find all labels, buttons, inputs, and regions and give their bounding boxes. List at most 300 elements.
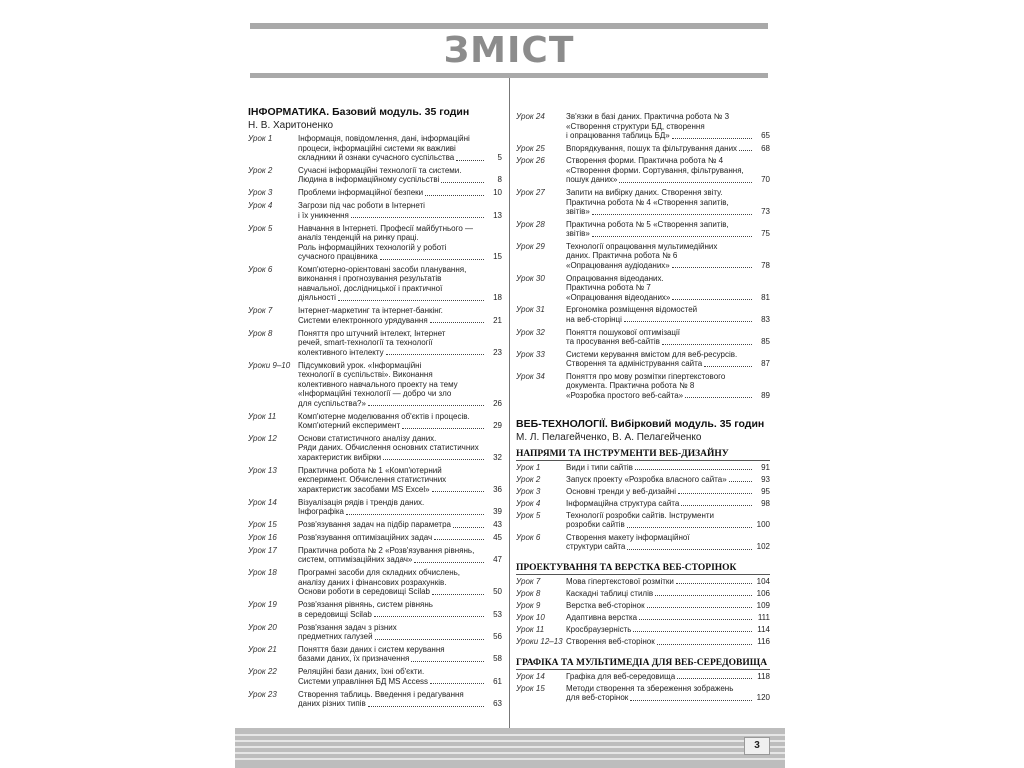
toc-entry-body	[566, 242, 770, 271]
toc-entry-label: Урок 6	[516, 532, 541, 542]
dot-leader	[383, 459, 484, 460]
toc-entry-text: Реляційні бази даних, їхні об'єкти.	[298, 667, 425, 677]
toc-entry-label: Урок 8	[516, 588, 541, 598]
toc-entry	[516, 499, 770, 509]
dot-leader	[672, 138, 752, 139]
subsection-list	[516, 577, 770, 647]
toc-entry-text: Основи роботи в середовищі Scilab	[298, 587, 430, 597]
dot-leader	[386, 354, 484, 355]
toc-entry-line	[298, 587, 502, 597]
footer-stripe	[235, 752, 785, 754]
toc-entry-line	[298, 610, 502, 620]
toc-entry-text: «Розробка простого веб-сайта»	[566, 390, 684, 400]
toc-entry-line	[566, 207, 770, 217]
dot-leader	[729, 481, 752, 482]
toc-entry-line	[566, 475, 770, 485]
toc-entry-body	[566, 350, 770, 369]
toc-entry-page: 36	[493, 484, 502, 494]
toc-entry-page: 114	[757, 624, 770, 634]
toc-entry-page: 83	[761, 314, 770, 324]
toc-entry	[516, 188, 770, 217]
toc-entry-label: Урок 3	[516, 486, 541, 496]
toc-entry-line	[298, 144, 502, 154]
toc-entry	[516, 463, 770, 473]
toc-entry-line	[298, 453, 502, 463]
toc-entry-line	[566, 274, 770, 284]
toc-entry-label: Урок 15	[248, 520, 277, 530]
dot-leader	[368, 405, 484, 406]
toc-entry-label: Урок 6	[248, 264, 273, 274]
toc-entry-page: 98	[761, 498, 770, 508]
toc-entry-label: Урок 7	[248, 306, 273, 316]
toc-entry-page: 75	[761, 229, 770, 239]
toc-entry-line	[566, 112, 770, 122]
toc-entry-body	[566, 475, 770, 485]
dot-leader	[677, 678, 752, 679]
toc-entry-line	[298, 329, 502, 339]
subsection-heading: ПРОЕКТУВАННЯ ТА ВЕРСТКА ВЕБ-СТОРІНОК	[516, 562, 770, 575]
toc-entry-label: Урок 14	[248, 497, 277, 507]
toc-entry-label: Урок 28	[516, 219, 545, 229]
toc-entry-body	[566, 156, 770, 185]
toc-entry-line	[566, 542, 770, 552]
dot-leader	[432, 491, 484, 492]
page-number: 3	[744, 737, 770, 755]
toc-entry-body	[566, 220, 770, 239]
dot-leader	[619, 182, 752, 183]
dot-leader	[627, 527, 752, 528]
toc-entry	[516, 625, 770, 635]
toc-entry-label: Урок 27	[516, 188, 545, 198]
toc-entry-line	[298, 475, 502, 485]
toc-entry-body	[566, 577, 770, 587]
toc-entry-line	[298, 389, 502, 399]
toc-entry-text: Ергономіка розміщення відомостей	[566, 305, 698, 315]
toc-entry-text: Системи управління БД MS Access	[298, 676, 429, 686]
toc-entry-page: 13	[493, 210, 502, 220]
toc-entry-text: Кросбраузерність	[566, 624, 632, 634]
toc-entry-text: Запити на вибірку даних. Створення звіту.	[566, 188, 723, 198]
toc-entry-label: Урок 18	[248, 568, 277, 578]
toc-entry-line	[298, 134, 502, 144]
toc-entry-text: Мова гіпертекстової розмітки	[566, 576, 674, 586]
dot-leader	[430, 683, 484, 684]
dot-leader	[375, 639, 484, 640]
footer-stripe	[235, 746, 785, 748]
toc-entry-page: 89	[761, 390, 770, 400]
toc-entry-line	[298, 654, 502, 664]
toc-entry-line	[566, 350, 770, 360]
toc-entry-text: Практична робота № 4 «Створення запитів,	[566, 197, 729, 207]
dot-leader	[414, 562, 484, 563]
toc-entry	[516, 350, 770, 369]
dot-leader	[678, 493, 752, 494]
toc-entry-label: Уроки 12–13	[516, 637, 563, 646]
toc-entry-line	[298, 443, 502, 453]
toc-entry-page: 29	[493, 421, 502, 431]
toc-entry-text: структури сайта	[566, 542, 626, 552]
toc-entry-line	[298, 370, 502, 380]
toc-entry-text: Системи керування вмістом для веб-ресурсів.	[566, 349, 738, 359]
toc-entry-body	[298, 188, 502, 198]
toc-entry	[248, 520, 502, 530]
toc-entry-text: Розв'язування оптимізаційних задач	[298, 532, 433, 542]
section-authors-informatics: Н. В. Харитоненко	[248, 120, 334, 131]
toc-entry-line	[566, 175, 770, 185]
toc-entry	[516, 613, 770, 623]
toc-entry-text: колективного інтелекту	[298, 347, 384, 357]
toc-entry-body	[566, 601, 770, 611]
toc-entry-page: 8	[497, 175, 502, 185]
toc-entry-text: Візуалізація рядів і трендів даних.	[298, 497, 425, 507]
toc-entry-text: Поняття про штучний інтелект, Інтернет	[298, 328, 446, 338]
toc-entry-body	[566, 305, 770, 324]
toc-entry	[516, 144, 770, 154]
toc-entry-label: Урок 20	[248, 622, 277, 632]
toc-entry-line	[566, 198, 770, 208]
toc-entry	[248, 546, 502, 565]
toc-entry-line	[566, 693, 770, 703]
toc-entry-page: 91	[761, 462, 770, 472]
footer-stripe	[235, 734, 785, 736]
toc-entry-line	[298, 555, 502, 565]
toc-entry-text: для суспільства?»	[298, 398, 366, 408]
toc-entry-body	[566, 533, 770, 552]
toc-entry-body	[298, 134, 502, 163]
dot-leader	[657, 644, 752, 645]
toc-entry-line	[566, 391, 770, 401]
toc-entry-body	[566, 188, 770, 217]
toc-entry-line	[298, 412, 502, 422]
dot-leader	[432, 594, 484, 595]
toc-entry	[248, 600, 502, 619]
toc-entry-line	[298, 485, 502, 495]
toc-entry-label: Урок 13	[248, 465, 277, 475]
toc-entry-text: аналізу даних і фінансових розрахунків.	[298, 577, 447, 587]
dot-leader	[351, 217, 484, 218]
toc-entry-page: 26	[493, 398, 502, 408]
toc-entry-body	[298, 306, 502, 325]
dot-leader	[672, 299, 752, 300]
toc-entry	[248, 265, 502, 303]
toc-entry-body	[566, 487, 770, 497]
toc-entry-page: 87	[761, 359, 770, 369]
toc-entry	[516, 156, 770, 185]
toc-entry-text: Підсумковий урок. «Інформаційні	[298, 360, 422, 370]
toc-entry-line	[298, 274, 502, 284]
toc-entry-label: Урок 22	[248, 667, 277, 677]
section-title-web: ВЕБ-ТЕХНОЛОГІЇ. Вибірковий модуль. 35 годин	[516, 417, 765, 430]
toc-entry-page: 78	[761, 260, 770, 270]
toc-entry-line	[566, 359, 770, 369]
toc-entry-line	[298, 224, 502, 234]
toc-entry-body	[298, 201, 502, 220]
toc-entry-label: Урок 10	[516, 612, 545, 622]
toc-entry-label: Урок 31	[516, 305, 545, 315]
toc-entry-body	[566, 144, 770, 154]
toc-entry-label: Урок 2	[248, 165, 273, 175]
toc-entry-line	[298, 306, 502, 316]
toc-entry-text: експеримент. Обчислення статистичних	[298, 475, 447, 485]
dot-leader	[635, 469, 752, 470]
subsection-list	[516, 463, 770, 552]
toc-entry-label: Урок 21	[248, 644, 277, 654]
toc-entry-text: Інформація, повідомлення, дані, інформаційні	[298, 134, 470, 143]
toc-entry-line	[298, 166, 502, 176]
dot-leader	[681, 505, 752, 506]
toc-entry-label: Урок 32	[516, 327, 545, 337]
toc-entry	[248, 533, 502, 543]
toc-entry-label: Урок 33	[516, 349, 545, 359]
toc-entry-line	[566, 131, 770, 141]
toc-entry-text: Інтернет-маркетинг та інтернет-банкінг.	[298, 306, 443, 316]
toc-entry-body	[566, 589, 770, 599]
toc-entry-line	[566, 372, 770, 382]
dot-leader	[380, 259, 484, 260]
toc-entry-body	[566, 625, 770, 635]
toc-entry-page: 53	[493, 609, 502, 619]
toc-entry-body	[566, 274, 770, 303]
toc-entry-text: Технології опрацювання мультимедійних	[566, 241, 718, 251]
toc-entry-text: Створення та адміністрування сайта	[566, 359, 703, 369]
toc-entry-label: Урок 5	[248, 223, 273, 233]
toc-entry-text: Опрацювання відеоданих.	[566, 273, 664, 283]
toc-entry-body	[298, 520, 502, 530]
dot-leader	[662, 344, 752, 345]
toc-entry-line	[566, 251, 770, 261]
toc-entry	[516, 305, 770, 324]
toc-entry-line	[566, 293, 770, 303]
toc-entry-body	[298, 412, 502, 431]
toc-entry-text: колективного навчального проекту на тему	[298, 379, 458, 389]
toc-entry-line	[298, 699, 502, 709]
dot-leader	[624, 321, 752, 322]
toc-entry	[248, 329, 502, 358]
toc-entry-line	[566, 261, 770, 271]
toc-entry-line	[566, 533, 770, 543]
toc-entry-body	[298, 224, 502, 262]
toc-entry-line	[566, 463, 770, 473]
toc-entry-label: Урок 26	[516, 156, 545, 166]
toc-entry-text: предметних галузей	[298, 632, 373, 642]
toc-entry-body	[566, 613, 770, 623]
toc-entry-text: Практична робота № 5 «Створення запитів,	[566, 219, 729, 229]
toc-entry-line	[566, 577, 770, 587]
toc-entry-text: Розв'язування задач на підбір параметра	[298, 520, 451, 530]
toc-entry	[248, 645, 502, 664]
toc-entry-text: Створення веб-сторінок	[566, 637, 655, 646]
toc-entry-line	[298, 623, 502, 633]
toc-entry	[248, 434, 502, 463]
toc-entry-text: Практична робота № 7	[566, 283, 651, 293]
toc-entry	[516, 274, 770, 303]
toc-entry-line	[298, 677, 502, 687]
toc-entry-page: 81	[761, 292, 770, 302]
toc-entry-text: «Створення форми. Сортування, фільтрування,	[566, 165, 744, 175]
toc-entry-line	[298, 645, 502, 655]
toc-entry-label: Урок 9	[516, 600, 541, 610]
toc-entry	[516, 220, 770, 239]
toc-entry-line	[566, 305, 770, 315]
toc-entry-line	[298, 188, 502, 198]
toc-entry-line	[298, 466, 502, 476]
toc-entry	[516, 511, 770, 530]
toc-entry-text: систем, оптимізаційних задач»	[298, 555, 413, 565]
toc-entry-page: 116	[757, 637, 770, 646]
toc-entry-page: 111	[757, 612, 770, 622]
toc-entry	[248, 498, 502, 517]
toc-entry-line	[298, 265, 502, 275]
subsection-list	[516, 672, 770, 703]
toc-entry-line	[298, 690, 502, 700]
toc-entry-line	[298, 578, 502, 588]
toc-entry-text: для веб-сторінок	[566, 693, 629, 703]
toc-entry-line	[298, 520, 502, 530]
toc-entry-label: Уроки 9–10	[248, 360, 291, 370]
page-title: ЗМІСТ	[443, 30, 575, 71]
toc-entry-line	[566, 337, 770, 347]
toc-entry-text: Комп'ютерно-орієнтовані засоби планування,	[298, 264, 467, 274]
toc-entry-line	[298, 233, 502, 243]
toc-entry	[248, 667, 502, 686]
toc-entry-body	[566, 372, 770, 401]
toc-entry-text: діяльності	[298, 293, 336, 303]
toc-entry-body	[566, 463, 770, 473]
toc-entry-text: звітів»	[566, 229, 590, 239]
left-column	[248, 106, 502, 712]
dot-leader	[430, 322, 484, 323]
toc-entry-page: 32	[493, 452, 502, 462]
dot-leader	[368, 706, 484, 707]
toc-entry-page: 61	[493, 676, 502, 686]
toc-list-informatics-cont	[516, 112, 770, 400]
toc-entry-body	[298, 645, 502, 664]
toc-entry-body	[298, 329, 502, 358]
toc-entry-line	[566, 684, 770, 694]
toc-entry-label: Урок 4	[248, 201, 273, 211]
toc-entry-text: «Опрацювання аудіоданих»	[566, 260, 670, 270]
dot-leader	[402, 428, 484, 429]
toc-entry-text: звітів»	[566, 207, 590, 217]
dot-leader	[456, 160, 484, 161]
toc-entry-text: Види і типи сайтів	[566, 462, 633, 472]
toc-entry-text: Методи створення та збереження зображень	[566, 683, 734, 693]
toc-entry	[248, 412, 502, 431]
toc-entry-body	[566, 499, 770, 509]
toc-entry-text: в середовищі Scilab	[298, 609, 372, 619]
toc-entry-body	[298, 434, 502, 463]
dot-leader	[338, 300, 484, 301]
toc-entry-line	[298, 533, 502, 543]
toc-entry-body	[298, 533, 502, 543]
toc-subsections-web	[516, 448, 770, 703]
toc-entry-text: Адаптивна верстка	[566, 612, 638, 622]
toc-entry-text: навчальної, дослідницької і практичної	[298, 283, 443, 293]
toc-entry-line	[298, 293, 502, 303]
toc-entry	[516, 372, 770, 401]
dot-leader	[374, 616, 484, 617]
toc-entry-body	[298, 623, 502, 642]
toc-entry-page: 120	[756, 693, 770, 703]
toc-entry-body	[566, 511, 770, 530]
toc-entry-text: Людина в інформаційному суспільстві	[298, 175, 440, 185]
toc-entry-page: 39	[493, 507, 502, 517]
toc-entry-page: 109	[756, 600, 770, 610]
toc-entry-page: 45	[493, 532, 502, 542]
toc-entry-text: на веб-сторінці	[566, 314, 622, 324]
toc-entry-line	[566, 511, 770, 521]
toc-entry-line	[298, 498, 502, 508]
toc-entry	[248, 134, 502, 163]
toc-entry-page: 102	[756, 542, 770, 552]
toc-list-informatics	[248, 134, 502, 709]
toc-entry-page: 85	[761, 337, 770, 346]
toc-entry-text: і їх уникнення	[298, 210, 349, 220]
toc-entry-text: Основи статистичного аналізу даних.	[298, 433, 437, 443]
toc-entry-label: Урок 29	[516, 241, 545, 251]
toc-entry-line	[566, 220, 770, 230]
toc-entry-line	[566, 188, 770, 198]
toc-entry-text: речей, smart-технології та технології	[298, 338, 433, 348]
toc-entry-text: «Створення структури БД, створення	[566, 121, 705, 131]
toc-entry-text: Впорядкування, пошук та фільтрування даних	[566, 143, 738, 153]
toc-entry-text: Поняття бази даних і систем керування	[298, 644, 445, 654]
toc-entry	[248, 166, 502, 185]
toc-entry-label: Урок 16	[248, 532, 277, 542]
toc-entry	[516, 112, 770, 141]
toc-entry-label: Урок 15	[516, 683, 545, 693]
toc-entry-text: Розв'язання рівнянь, систем рівнянь	[298, 600, 433, 610]
toc-entry-page: 65	[761, 131, 770, 140]
toc-entry-text: Комп'ютерний експеримент	[298, 421, 401, 431]
toc-entry-line	[298, 361, 502, 371]
right-column	[516, 112, 770, 705]
dot-leader	[633, 631, 752, 632]
toc-entry	[516, 672, 770, 682]
toc-entry-text: Практична робота № 2 «Розв'язування рівнянь,	[298, 545, 475, 555]
dot-leader	[453, 527, 484, 528]
toc-entry-label: Урок 1	[516, 462, 541, 472]
toc-entry-label: Урок 8	[248, 328, 273, 338]
toc-entry-body	[298, 498, 502, 517]
toc-entry	[248, 224, 502, 262]
toc-entry-text: Навчання в Інтернеті. Професії майбутнього —	[298, 223, 474, 233]
toc-entry-line	[298, 243, 502, 253]
toc-entry-line	[566, 672, 770, 682]
toc-entry-text: Поняття пошукової оптимізації	[566, 327, 681, 337]
toc-entry-text: та просування веб-сайтів	[566, 337, 660, 346]
toc-entry-page: 10	[493, 188, 502, 198]
toc-entry-text: Верстка веб-сторінок	[566, 600, 645, 610]
title-top-band	[250, 23, 768, 29]
toc-entry-page: 58	[493, 654, 502, 664]
toc-entry-line	[566, 625, 770, 635]
dot-leader	[676, 583, 752, 584]
toc-entry-body	[298, 546, 502, 565]
dot-leader	[592, 236, 752, 237]
toc-entry-text: сучасного працівника	[298, 252, 378, 262]
toc-entry-text: складники й ознаки сучасного суспільства	[298, 153, 455, 162]
toc-entry-line	[298, 175, 502, 185]
toc-entry-page: 47	[493, 555, 502, 565]
toc-entry	[248, 466, 502, 495]
dot-leader	[425, 195, 484, 196]
toc-entry-label: Урок 11	[516, 624, 545, 634]
toc-entry-label: Урок 2	[516, 474, 541, 484]
toc-entry-label: Урок 11	[248, 411, 277, 421]
toc-entry-text: даних різних типів	[298, 699, 366, 709]
toc-entry-line	[566, 315, 770, 325]
